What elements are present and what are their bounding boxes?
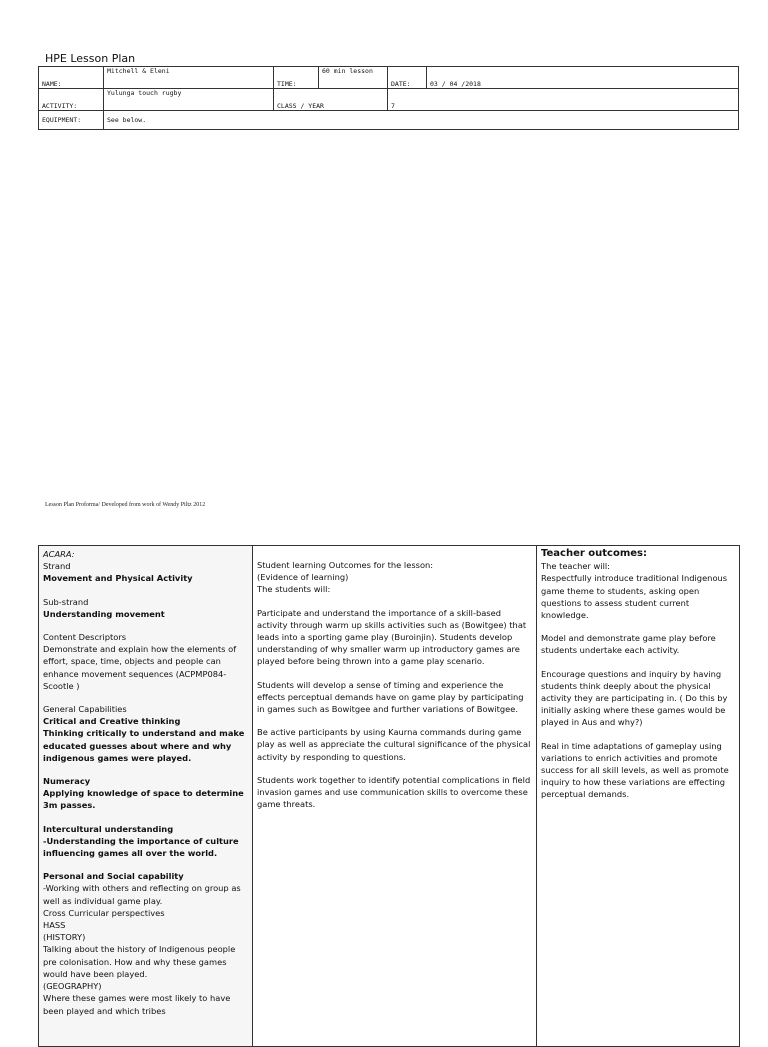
intercultural-label: Intercultural understanding <box>43 823 174 834</box>
teacher-outcomes-column <box>537 546 739 1046</box>
teacher-outcome-4: Real in time adaptations of gameplay using variations to enrich activities and promote success for all skill levels, as well as promote inquiry to how these variations are effecting perceptual demands. <box>541 740 729 800</box>
student-outcomes-column <box>253 546 537 1046</box>
student-outcome-2: Students will develop a sense of timing and experience the effects perceptual demands have on game play by participating in games such as Bowitgee and further variations of Bowitgee. <box>257 679 524 715</box>
equipment-label: EQUIPMENT: <box>39 111 104 130</box>
evidence-of-learning-label: (Evidence of learning) <box>257 572 349 583</box>
time-value: 60 min lesson <box>319 67 388 89</box>
geography-label: (GEOGRAPHY) <box>43 981 102 992</box>
student-outcome-3: Be active participants by using Kaurna commands during game play as well as appreciate the cultural significance of the physical activity by responding to questions. <box>257 727 531 762</box>
students-will-label: The students will: <box>257 584 331 595</box>
class-year-value: 7 <box>388 89 739 111</box>
substrand-label: Sub-strand <box>43 596 89 607</box>
teacher-outcome-1: Respectfully introduce traditional Indigenous game theme to students, asking open questions to assess student current knowledge. <box>541 573 728 621</box>
hass-label: HASS <box>43 920 66 931</box>
activity-value: Yulunga touch rugby <box>104 89 274 111</box>
strand-value: Movement and Physical Activity <box>43 573 193 584</box>
activity-label: ACTIVITY: <box>39 89 104 111</box>
class-year-label: CLASS / YEAR <box>274 89 388 111</box>
name-label: NAME: <box>39 67 104 89</box>
date-label: DATE: <box>388 67 427 89</box>
history-value: Talking about the history of Indigenous people pre colonisation. How and why these games would have been played. <box>43 944 236 979</box>
cross-curricular-label: Cross Curricular perspectives <box>43 907 165 918</box>
student-outcome-1: Participate and understand the importance of a skill-based activity through warm up skills activities such as (Bowitgee) that leads into a sporting game play (Buroinjin). Students develop understanding of why smaller warm up introductory games are played before being thrown into a game play scenario. <box>257 607 527 667</box>
teacher-will-label: The teacher will: <box>541 561 610 572</box>
name-value: Mitchell & Eleni <box>104 67 274 89</box>
student-outcome-4: Students work together to identify potential complications in field invasion games and use communication skills to overcome these game threats. <box>257 774 531 810</box>
content-descriptors-value: Demonstrate and explain how the elements of effort, space, time, objects and people can enhance movement sequences (ACPMP084- Scootle ) <box>43 644 237 691</box>
acara-column <box>39 546 253 1046</box>
teacher-outcome-2: Model and demonstrate game play before students undertake each activity. <box>541 633 716 656</box>
acara-heading: ACARA: <box>43 549 75 559</box>
personal-social-value: -Working with others and reflecting on group as well as individual game play. <box>43 883 241 906</box>
document-title: HPE Lesson Plan <box>45 52 136 65</box>
outcomes-table <box>38 545 740 1047</box>
proforma-footer-note: Lesson Plan Proforma/ Developed from work of Wendy Piltz 2012 <box>45 502 206 508</box>
numeracy-value: Applying knowledge of space to determine 3m passes. <box>43 788 244 811</box>
personal-social-label: Personal and Social capability <box>43 871 184 882</box>
equipment-value: See below. <box>104 111 739 130</box>
geography-value: Where these games were most likely to have been played and which tribes <box>43 993 231 1016</box>
time-label: TIME: <box>274 67 319 89</box>
intercultural-value: -Understanding the importance of culture influencing games all over the world. <box>43 835 239 859</box>
teacher-outcome-3: Encourage questions and inquiry by having students think deeply about the physical activity they are participating in. ( Do this by initially asking where these games would be played in Aus and why?) <box>541 668 728 728</box>
date-value: 03 / 04 /2018 <box>427 67 739 89</box>
critical-thinking-value: Thinking critically to understand and make educated guesses about where and why indigenous games were played. <box>43 728 245 763</box>
numeracy-label: Numeracy <box>43 776 91 787</box>
teacher-outcomes-heading: Teacher outcomes: <box>541 548 647 559</box>
student-outcomes-heading: Student learning Outcomes for the lesson: <box>257 560 434 570</box>
strand-label: Strand <box>43 561 71 572</box>
history-label: (HISTORY) <box>43 932 86 943</box>
substrand-value: Understanding movement <box>43 608 165 619</box>
general-capabilities-label: General Capabilities <box>43 704 127 715</box>
lesson-header-table <box>38 66 739 130</box>
content-descriptors-label: Content Descriptors <box>43 632 127 643</box>
critical-thinking-label: Critical and Creative thinking <box>43 716 181 727</box>
